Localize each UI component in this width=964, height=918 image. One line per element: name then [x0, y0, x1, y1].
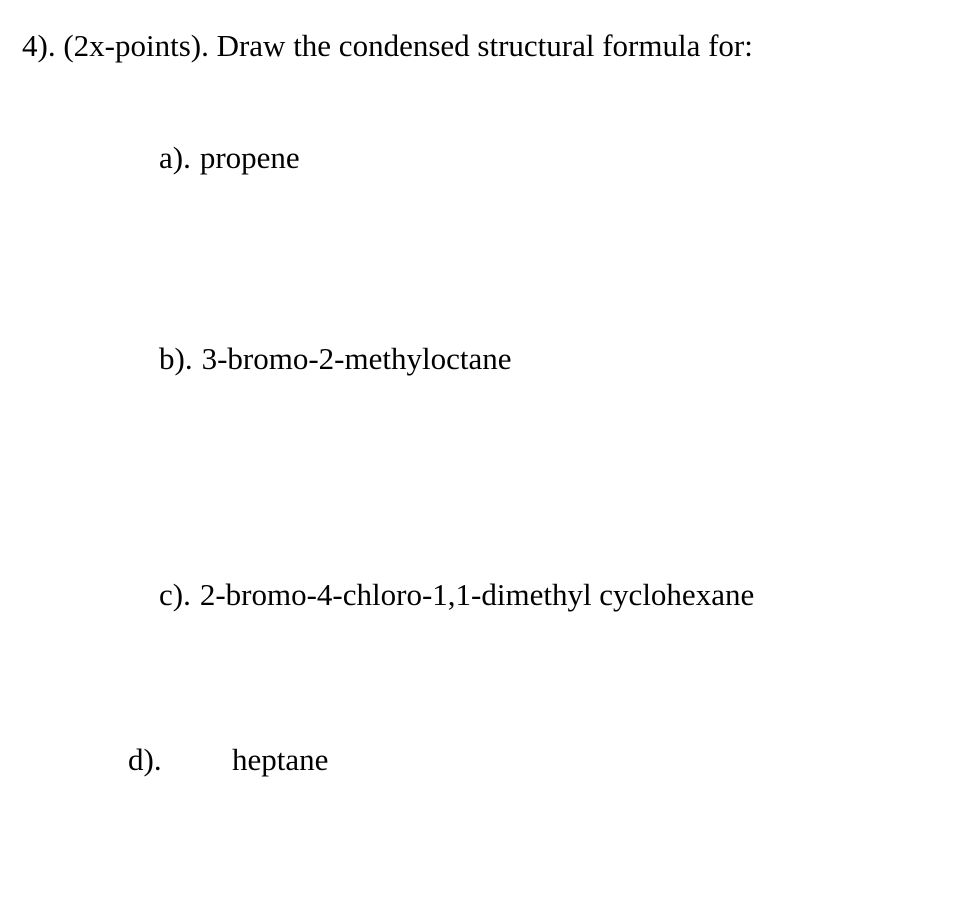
- part-c: [128, 541, 754, 649]
- part-a: [128, 104, 300, 212]
- part-b: [128, 305, 511, 413]
- part-c-text: 2-bromo-4-chloro-1,1-dimethyl cyclohexane: [199, 577, 755, 612]
- part-d-text: heptane: [232, 742, 329, 777]
- question-title: 4). (2x-points). Draw the condensed structural formula for:: [22, 28, 753, 63]
- part-a-label: a).: [159, 140, 191, 175]
- part-c-label: c).: [159, 577, 191, 612]
- part-a-text: propene: [199, 140, 300, 175]
- part-d-label: d).: [128, 742, 162, 777]
- part-b-text: 3-bromo-2-methyloctane: [201, 341, 512, 376]
- part-b-label: b).: [159, 341, 193, 376]
